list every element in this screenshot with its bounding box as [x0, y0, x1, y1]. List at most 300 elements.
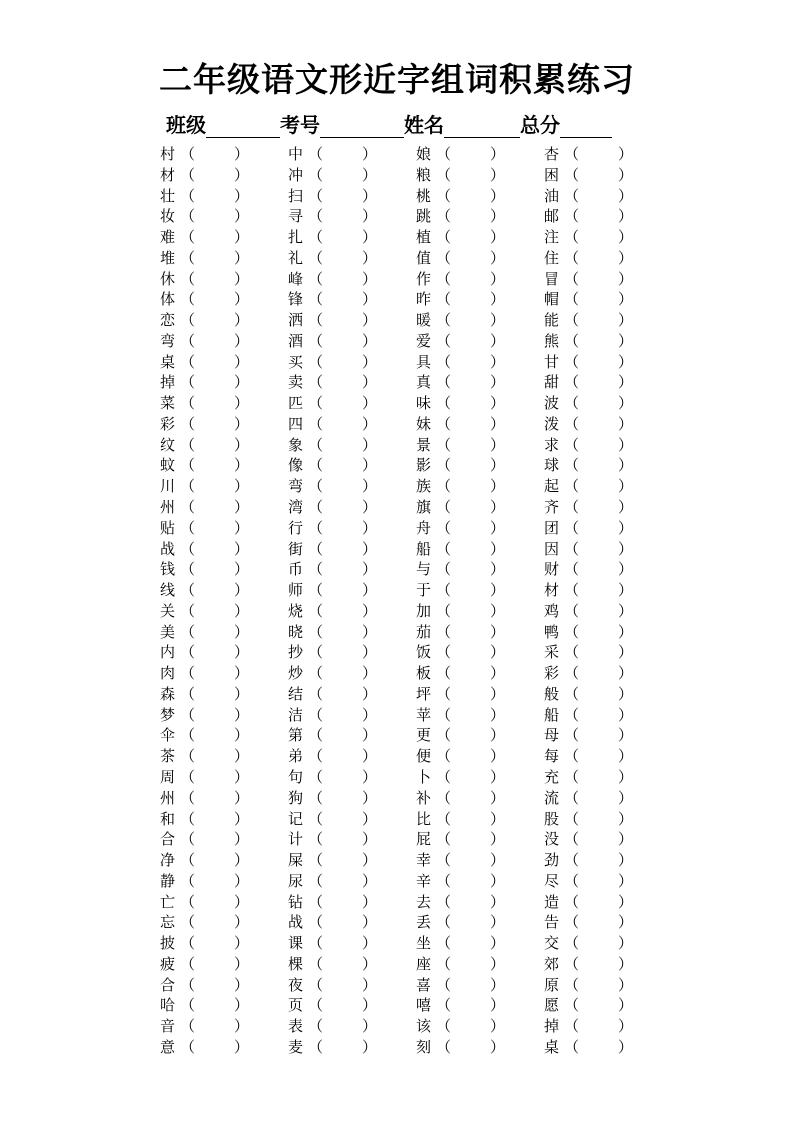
- word-item: [416, 497, 506, 518]
- paren-open[interactable]: （: [308, 165, 324, 184]
- paren-open[interactable]: （: [180, 871, 196, 890]
- paren-close: ）: [490, 352, 506, 371]
- word-item: [160, 310, 250, 331]
- paren-open[interactable]: （: [308, 996, 324, 1015]
- paren-open[interactable]: （: [564, 830, 580, 849]
- paren-open[interactable]: （: [308, 622, 324, 641]
- word-item: [544, 809, 634, 830]
- paren-open[interactable]: （: [180, 560, 196, 579]
- paren-open[interactable]: （: [308, 705, 324, 724]
- paren-open[interactable]: （: [308, 207, 324, 226]
- word-item: [160, 227, 250, 248]
- character: 蚊: [160, 456, 176, 475]
- character: 美: [160, 622, 176, 641]
- paren-open[interactable]: （: [180, 996, 196, 1015]
- paren-open[interactable]: （: [180, 186, 196, 205]
- paren-open[interactable]: （: [308, 145, 324, 163]
- paren-open[interactable]: （: [308, 684, 324, 703]
- paren-close: ）: [618, 622, 634, 641]
- word-item: [416, 746, 506, 767]
- paren-open[interactable]: （: [436, 498, 452, 517]
- paren-open[interactable]: （: [564, 539, 580, 558]
- paren-close: ）: [362, 705, 378, 724]
- character: 音: [160, 1017, 176, 1036]
- paren-close: ）: [618, 207, 634, 226]
- paren-open[interactable]: （: [436, 913, 452, 932]
- paren-open[interactable]: （: [180, 622, 196, 641]
- score-blank[interactable]: [560, 117, 612, 138]
- paren-open[interactable]: （: [180, 747, 196, 766]
- paren-open[interactable]: （: [436, 975, 452, 994]
- paren-close: ）: [362, 975, 378, 994]
- paren-open[interactable]: （: [564, 456, 580, 475]
- character: 屁: [416, 830, 432, 849]
- character: 丢: [416, 913, 432, 932]
- paren-open[interactable]: （: [564, 311, 580, 330]
- paren-open[interactable]: （: [436, 809, 452, 828]
- paren-close: ）: [362, 664, 378, 683]
- paren-close: ）: [490, 996, 506, 1015]
- paren-open[interactable]: （: [180, 788, 196, 807]
- paren-close: ）: [618, 913, 634, 932]
- word-item: [544, 725, 634, 746]
- paren-close: ）: [234, 456, 250, 475]
- paren-open[interactable]: （: [564, 498, 580, 517]
- character: 菜: [160, 394, 176, 413]
- paren-open[interactable]: （: [308, 498, 324, 517]
- character: 棵: [288, 954, 304, 973]
- paren-open[interactable]: （: [308, 954, 324, 973]
- paren-open[interactable]: （: [436, 726, 452, 745]
- character: 和: [160, 809, 176, 828]
- paren-open[interactable]: （: [564, 747, 580, 766]
- word-item: [288, 912, 378, 933]
- paren-close: ）: [362, 601, 378, 620]
- word-item: [288, 227, 378, 248]
- paren-open[interactable]: （: [436, 747, 452, 766]
- paren-open[interactable]: （: [308, 456, 324, 475]
- paren-open[interactable]: （: [564, 684, 580, 703]
- paren-open[interactable]: （: [436, 228, 452, 247]
- paren-open[interactable]: （: [436, 601, 452, 620]
- paren-close: ）: [490, 705, 506, 724]
- paren-open[interactable]: （: [308, 435, 324, 454]
- paren-close: ）: [362, 934, 378, 953]
- paren-open[interactable]: （: [436, 290, 452, 309]
- paren-open[interactable]: （: [564, 435, 580, 454]
- paren-open[interactable]: （: [308, 809, 324, 828]
- paren-open[interactable]: （: [180, 934, 196, 953]
- paren-close: ）: [362, 352, 378, 371]
- character: 抄: [288, 643, 304, 662]
- paren-open[interactable]: （: [436, 435, 452, 454]
- paren-open[interactable]: （: [436, 934, 452, 953]
- word-item: [544, 767, 634, 788]
- character: 劲: [544, 851, 560, 870]
- word-item: [288, 559, 378, 580]
- word-item: [288, 725, 378, 746]
- word-item: [160, 414, 250, 435]
- paren-open[interactable]: （: [436, 892, 452, 911]
- paren-open[interactable]: （: [436, 539, 452, 558]
- character: 能: [544, 311, 560, 330]
- paren-open[interactable]: （: [436, 352, 452, 371]
- character: 线: [160, 581, 176, 600]
- paren-open[interactable]: （: [180, 539, 196, 558]
- paren-close: ）: [362, 435, 378, 454]
- paren-close: ）: [618, 664, 634, 683]
- paren-open[interactable]: （: [180, 664, 196, 683]
- word-item: [160, 746, 250, 767]
- character: 弯: [288, 477, 304, 496]
- word-item: [544, 186, 634, 207]
- paren-open[interactable]: （: [564, 248, 580, 267]
- paren-open[interactable]: （: [308, 394, 324, 413]
- paren-open[interactable]: （: [564, 477, 580, 496]
- paren-open[interactable]: （: [564, 726, 580, 745]
- word-item: [416, 995, 506, 1016]
- paren-open[interactable]: （: [436, 477, 452, 496]
- paren-close: ）: [234, 1017, 250, 1036]
- paren-open[interactable]: （: [180, 331, 196, 350]
- paren-open[interactable]: （: [308, 290, 324, 309]
- paren-open[interactable]: （: [180, 207, 196, 226]
- paren-close: ）: [362, 871, 378, 890]
- paren-open[interactable]: （: [308, 581, 324, 600]
- character: 齐: [544, 498, 560, 517]
- paren-open[interactable]: （: [308, 228, 324, 247]
- paren-open[interactable]: （: [180, 248, 196, 267]
- word-item: [288, 310, 378, 331]
- paren-open[interactable]: （: [564, 664, 580, 683]
- paren-open[interactable]: （: [308, 871, 324, 890]
- paren-close: ）: [618, 352, 634, 371]
- character: 坐: [416, 934, 432, 953]
- paren-open[interactable]: （: [436, 331, 452, 350]
- paren-open[interactable]: （: [564, 705, 580, 724]
- paren-open[interactable]: （: [436, 622, 452, 641]
- paren-open[interactable]: （: [436, 186, 452, 205]
- character: 桌: [160, 352, 176, 371]
- paren-open[interactable]: （: [308, 373, 324, 392]
- word-item: [160, 975, 250, 996]
- character: 球: [544, 456, 560, 475]
- paren-open[interactable]: （: [564, 331, 580, 350]
- word-item: [288, 476, 378, 497]
- paren-close: ）: [234, 851, 250, 870]
- paren-open[interactable]: （: [436, 684, 452, 703]
- paren-open[interactable]: （: [564, 934, 580, 953]
- word-item: [416, 580, 506, 601]
- paren-open[interactable]: （: [180, 1017, 196, 1036]
- character: 辛: [416, 871, 432, 890]
- paren-open[interactable]: （: [564, 518, 580, 537]
- paren-open[interactable]: （: [180, 830, 196, 849]
- paren-close: ）: [362, 269, 378, 288]
- paren-open[interactable]: （: [564, 207, 580, 226]
- paren-open[interactable]: （: [436, 705, 452, 724]
- paren-close: ）: [234, 518, 250, 537]
- paren-open[interactable]: （: [180, 456, 196, 475]
- paren-open[interactable]: （: [436, 311, 452, 330]
- paren-open[interactable]: （: [564, 871, 580, 890]
- paren-open[interactable]: （: [436, 1037, 452, 1056]
- word-item: [288, 455, 378, 476]
- paren-open[interactable]: （: [436, 145, 452, 163]
- paren-open[interactable]: （: [308, 477, 324, 496]
- character: 扫: [288, 186, 304, 205]
- paren-open[interactable]: （: [180, 477, 196, 496]
- paren-open[interactable]: （: [308, 601, 324, 620]
- paren-open[interactable]: （: [180, 581, 196, 600]
- paren-open[interactable]: （: [308, 788, 324, 807]
- paren-open[interactable]: （: [180, 518, 196, 537]
- character: 更: [416, 726, 432, 745]
- character: 舟: [416, 518, 432, 537]
- word-item: [160, 725, 250, 746]
- paren-open[interactable]: （: [308, 664, 324, 683]
- paren-open[interactable]: （: [308, 248, 324, 267]
- paren-open[interactable]: （: [564, 269, 580, 288]
- paren-open[interactable]: （: [180, 145, 196, 163]
- paren-open[interactable]: （: [308, 767, 324, 786]
- paren-open[interactable]: （: [564, 767, 580, 786]
- paren-open[interactable]: （: [564, 996, 580, 1015]
- paren-open[interactable]: （: [308, 560, 324, 579]
- character: 苹: [416, 705, 432, 724]
- word-item: [288, 269, 378, 290]
- paren-open[interactable]: （: [564, 394, 580, 413]
- paren-open[interactable]: （: [436, 1017, 452, 1036]
- character: 采: [544, 643, 560, 662]
- paren-open[interactable]: （: [564, 1017, 580, 1036]
- paren-open[interactable]: （: [436, 394, 452, 413]
- paren-open[interactable]: （: [308, 269, 324, 288]
- paren-close: ）: [234, 1037, 250, 1056]
- paren-close: ）: [362, 767, 378, 786]
- paren-open[interactable]: （: [180, 809, 196, 828]
- paren-open[interactable]: （: [180, 228, 196, 247]
- word-item: [544, 580, 634, 601]
- paren-close: ）: [362, 373, 378, 392]
- word-item: [544, 518, 634, 539]
- paren-open[interactable]: （: [308, 851, 324, 870]
- word-item: [544, 684, 634, 705]
- paren-open[interactable]: （: [564, 352, 580, 371]
- paren-open[interactable]: （: [564, 892, 580, 911]
- paren-open[interactable]: （: [564, 145, 580, 163]
- paren-open[interactable]: （: [308, 1017, 324, 1036]
- paren-open[interactable]: （: [308, 892, 324, 911]
- paren-open[interactable]: （: [308, 913, 324, 932]
- paren-open[interactable]: （: [180, 705, 196, 724]
- paren-open[interactable]: （: [308, 186, 324, 205]
- character: 充: [544, 767, 560, 786]
- paren-open[interactable]: （: [180, 954, 196, 973]
- paren-open[interactable]: （: [436, 456, 452, 475]
- word-item: [416, 476, 506, 497]
- paren-open[interactable]: （: [308, 934, 324, 953]
- character: 鸭: [544, 622, 560, 641]
- paren-close: ）: [234, 788, 250, 807]
- paren-open[interactable]: （: [180, 851, 196, 870]
- paren-open[interactable]: （: [308, 352, 324, 371]
- character: 峰: [288, 269, 304, 288]
- paren-open[interactable]: （: [180, 498, 196, 517]
- paren-open[interactable]: （: [564, 228, 580, 247]
- paren-open[interactable]: （: [564, 560, 580, 579]
- paren-open[interactable]: （: [564, 1037, 580, 1056]
- paren-open[interactable]: （: [436, 581, 452, 600]
- character: 流: [544, 788, 560, 807]
- paren-open[interactable]: （: [564, 622, 580, 641]
- character: 加: [416, 601, 432, 620]
- paren-open[interactable]: （: [180, 975, 196, 994]
- paren-open[interactable]: （: [180, 892, 196, 911]
- paren-open[interactable]: （: [180, 269, 196, 288]
- word-column-2: [288, 144, 378, 1058]
- paren-open[interactable]: （: [436, 871, 452, 890]
- character: 尽: [544, 871, 560, 890]
- paren-close: ）: [234, 248, 250, 267]
- paren-open[interactable]: （: [436, 643, 452, 662]
- character: 娘: [416, 145, 432, 163]
- paren-open[interactable]: （: [180, 643, 196, 662]
- paren-open[interactable]: （: [308, 331, 324, 350]
- paren-open[interactable]: （: [308, 830, 324, 849]
- paren-close: ）: [362, 581, 378, 600]
- paren-open[interactable]: （: [180, 913, 196, 932]
- paren-open[interactable]: （: [308, 518, 324, 537]
- paren-open[interactable]: （: [564, 851, 580, 870]
- paren-open[interactable]: （: [180, 373, 196, 392]
- paren-open[interactable]: （: [436, 830, 452, 849]
- exam-number-blank[interactable]: [320, 117, 404, 138]
- character: 静: [160, 871, 176, 890]
- paren-open[interactable]: （: [180, 726, 196, 745]
- character: 锋: [288, 290, 304, 309]
- paren-open[interactable]: （: [436, 248, 452, 267]
- paren-open[interactable]: （: [564, 975, 580, 994]
- character: 座: [416, 954, 432, 973]
- paren-open[interactable]: （: [564, 414, 580, 433]
- paren-open[interactable]: （: [308, 975, 324, 994]
- paren-open[interactable]: （: [436, 767, 452, 786]
- paren-open[interactable]: （: [436, 165, 452, 184]
- character: 旗: [416, 498, 432, 517]
- paren-open[interactable]: （: [180, 435, 196, 454]
- character: 肉: [160, 664, 176, 683]
- paren-open[interactable]: （: [180, 1037, 196, 1056]
- paren-close: ）: [618, 705, 634, 724]
- paren-open[interactable]: （: [308, 311, 324, 330]
- paren-close: ）: [362, 186, 378, 205]
- word-item: [544, 892, 634, 913]
- word-item: [416, 1037, 506, 1058]
- paren-open[interactable]: （: [564, 913, 580, 932]
- paren-close: ）: [490, 414, 506, 433]
- word-item: [160, 144, 250, 165]
- paren-open[interactable]: （: [564, 581, 580, 600]
- paren-open[interactable]: （: [180, 311, 196, 330]
- paren-open[interactable]: （: [180, 601, 196, 620]
- paren-open[interactable]: （: [308, 726, 324, 745]
- character: 材: [160, 165, 176, 184]
- paren-close: ）: [362, 456, 378, 475]
- paren-open[interactable]: （: [564, 165, 580, 184]
- character: 匹: [288, 394, 304, 413]
- paren-open[interactable]: （: [436, 954, 452, 973]
- paren-close: ）: [234, 996, 250, 1015]
- paren-open[interactable]: （: [436, 996, 452, 1015]
- paren-open[interactable]: （: [308, 539, 324, 558]
- paren-open[interactable]: （: [564, 643, 580, 662]
- paren-open[interactable]: （: [180, 684, 196, 703]
- paren-open[interactable]: （: [308, 414, 324, 433]
- paren-open[interactable]: （: [564, 186, 580, 205]
- paren-open[interactable]: （: [308, 643, 324, 662]
- paren-open[interactable]: （: [180, 290, 196, 309]
- word-item: [544, 227, 634, 248]
- paren-open[interactable]: （: [436, 664, 452, 683]
- character: 疲: [160, 954, 176, 973]
- paren-open[interactable]: （: [564, 788, 580, 807]
- paren-close: ）: [490, 145, 506, 163]
- word-item: [544, 248, 634, 269]
- character: 交: [544, 934, 560, 953]
- word-item: [160, 892, 250, 913]
- paren-open[interactable]: （: [436, 518, 452, 537]
- paren-open[interactable]: （: [564, 373, 580, 392]
- paren-open[interactable]: （: [436, 788, 452, 807]
- word-item: [544, 933, 634, 954]
- paren-close: ）: [362, 684, 378, 703]
- paren-open[interactable]: （: [180, 165, 196, 184]
- paren-open[interactable]: （: [436, 414, 452, 433]
- paren-open[interactable]: （: [308, 747, 324, 766]
- paren-open[interactable]: （: [180, 414, 196, 433]
- paren-open[interactable]: （: [564, 954, 580, 973]
- character: 注: [544, 228, 560, 247]
- paren-open[interactable]: （: [436, 207, 452, 226]
- paren-open[interactable]: （: [180, 394, 196, 413]
- paren-open[interactable]: （: [436, 269, 452, 288]
- paren-open[interactable]: （: [308, 1037, 324, 1056]
- character: 去: [416, 892, 432, 911]
- paren-open[interactable]: （: [436, 560, 452, 579]
- paren-open[interactable]: （: [180, 767, 196, 786]
- character: 妆: [160, 207, 176, 226]
- paren-close: ）: [618, 477, 634, 496]
- name-blank[interactable]: [444, 117, 520, 138]
- paren-open[interactable]: （: [436, 373, 452, 392]
- paren-open[interactable]: （: [180, 352, 196, 371]
- paren-open[interactable]: （: [436, 851, 452, 870]
- paren-open[interactable]: （: [564, 290, 580, 309]
- class-blank[interactable]: [206, 117, 280, 138]
- paren-close: ）: [490, 664, 506, 683]
- word-item: [288, 892, 378, 913]
- character: 川: [160, 477, 176, 496]
- word-item: [416, 892, 506, 913]
- paren-close: ）: [362, 954, 378, 973]
- character: 伞: [160, 726, 176, 745]
- word-item: [416, 331, 506, 352]
- paren-close: ）: [362, 747, 378, 766]
- paren-close: ）: [618, 145, 634, 163]
- paren-open[interactable]: （: [564, 809, 580, 828]
- paren-open[interactable]: （: [564, 601, 580, 620]
